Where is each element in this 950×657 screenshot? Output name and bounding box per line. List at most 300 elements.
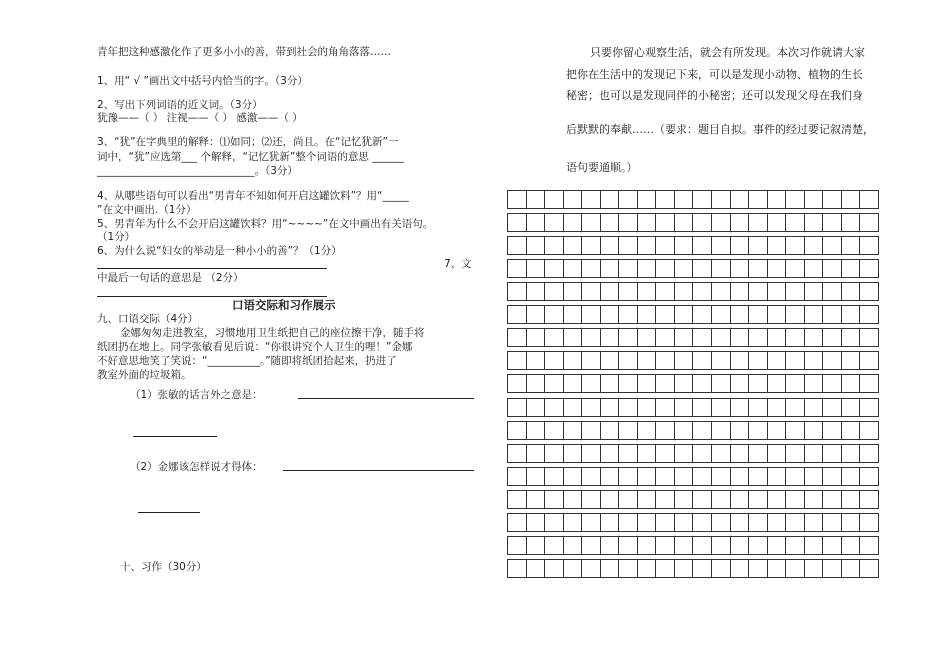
grid-cell[interactable] bbox=[582, 237, 601, 254]
grid-cell[interactable] bbox=[601, 375, 620, 392]
grid-cell[interactable] bbox=[749, 399, 768, 416]
grid-cell[interactable] bbox=[823, 260, 842, 277]
grid-cell[interactable] bbox=[508, 214, 527, 231]
grid-cell[interactable] bbox=[601, 491, 620, 508]
grid-cell[interactable] bbox=[805, 537, 824, 554]
grid-cell[interactable] bbox=[768, 214, 787, 231]
grid-cell[interactable] bbox=[675, 352, 694, 369]
grid-cell[interactable] bbox=[601, 468, 620, 485]
grid-cell[interactable] bbox=[582, 283, 601, 300]
grid-cell[interactable] bbox=[527, 283, 546, 300]
grid-cell[interactable] bbox=[675, 329, 694, 346]
grid-cell[interactable] bbox=[693, 445, 712, 462]
grid-cell[interactable] bbox=[564, 445, 583, 462]
grid-cell[interactable] bbox=[786, 491, 805, 508]
grid-cell[interactable] bbox=[638, 445, 657, 462]
grid-cell[interactable] bbox=[860, 468, 878, 485]
grid-cell[interactable] bbox=[805, 514, 824, 531]
grid-cell[interactable] bbox=[601, 283, 620, 300]
grid-cell[interactable] bbox=[805, 445, 824, 462]
grid-cell[interactable] bbox=[805, 283, 824, 300]
grid-cell[interactable] bbox=[693, 329, 712, 346]
grid-cell[interactable] bbox=[601, 537, 620, 554]
grid-cell[interactable] bbox=[619, 514, 638, 531]
grid-cell[interactable] bbox=[749, 237, 768, 254]
grid-cell[interactable] bbox=[619, 560, 638, 577]
grid-cell[interactable] bbox=[564, 399, 583, 416]
answer-line-s9-q1-a[interactable] bbox=[298, 398, 474, 399]
grid-cell[interactable] bbox=[675, 375, 694, 392]
grid-cell[interactable] bbox=[656, 537, 675, 554]
grid-cell[interactable] bbox=[860, 560, 878, 577]
grid-cell[interactable] bbox=[823, 352, 842, 369]
grid-cell[interactable] bbox=[805, 422, 824, 439]
grid-cell[interactable] bbox=[712, 329, 731, 346]
grid-cell[interactable] bbox=[731, 399, 750, 416]
grid-cell[interactable] bbox=[731, 422, 750, 439]
grid-cell[interactable] bbox=[638, 491, 657, 508]
grid-cell[interactable] bbox=[638, 191, 657, 208]
grid-cell[interactable] bbox=[619, 468, 638, 485]
grid-cell[interactable] bbox=[731, 191, 750, 208]
grid-cell[interactable] bbox=[582, 514, 601, 531]
grid-cell[interactable] bbox=[508, 491, 527, 508]
grid-cell[interactable] bbox=[527, 514, 546, 531]
grid-cell[interactable] bbox=[656, 191, 675, 208]
grid-cell[interactable] bbox=[712, 422, 731, 439]
grid-cell[interactable] bbox=[545, 352, 564, 369]
grid-cell[interactable] bbox=[749, 191, 768, 208]
grid-cell[interactable] bbox=[638, 352, 657, 369]
grid-cell[interactable] bbox=[675, 306, 694, 323]
grid-cell[interactable] bbox=[842, 399, 861, 416]
grid-cell[interactable] bbox=[731, 537, 750, 554]
grid-cell[interactable] bbox=[712, 352, 731, 369]
grid-cell[interactable] bbox=[564, 514, 583, 531]
grid-cell[interactable] bbox=[638, 560, 657, 577]
grid-cell[interactable] bbox=[842, 491, 861, 508]
grid-cell[interactable] bbox=[656, 375, 675, 392]
grid-cell[interactable] bbox=[564, 191, 583, 208]
grid-cell[interactable] bbox=[786, 283, 805, 300]
grid-cell[interactable] bbox=[731, 514, 750, 531]
grid-cell[interactable] bbox=[768, 514, 787, 531]
grid-cell[interactable] bbox=[860, 237, 878, 254]
grid-cell[interactable] bbox=[712, 214, 731, 231]
answer-line-q7[interactable] bbox=[97, 296, 327, 297]
grid-cell[interactable] bbox=[656, 422, 675, 439]
grid-cell[interactable] bbox=[712, 468, 731, 485]
grid-cell[interactable] bbox=[564, 260, 583, 277]
grid-cell[interactable] bbox=[545, 514, 564, 531]
grid-cell[interactable] bbox=[656, 260, 675, 277]
grid-cell[interactable] bbox=[712, 399, 731, 416]
grid-cell[interactable] bbox=[712, 491, 731, 508]
grid-cell[interactable] bbox=[786, 560, 805, 577]
grid-cell[interactable] bbox=[823, 422, 842, 439]
grid-cell[interactable] bbox=[693, 399, 712, 416]
grid-cell[interactable] bbox=[545, 375, 564, 392]
grid-cell[interactable] bbox=[842, 283, 861, 300]
grid-cell[interactable] bbox=[731, 375, 750, 392]
grid-row[interactable] bbox=[507, 305, 879, 324]
grid-cell[interactable] bbox=[768, 260, 787, 277]
grid-cell[interactable] bbox=[638, 237, 657, 254]
grid-cell[interactable] bbox=[712, 306, 731, 323]
grid-cell[interactable] bbox=[693, 283, 712, 300]
grid-cell[interactable] bbox=[823, 560, 842, 577]
grid-cell[interactable] bbox=[786, 191, 805, 208]
grid-cell[interactable] bbox=[693, 237, 712, 254]
grid-cell[interactable] bbox=[656, 283, 675, 300]
grid-cell[interactable] bbox=[619, 352, 638, 369]
grid-cell[interactable] bbox=[675, 237, 694, 254]
grid-cell[interactable] bbox=[582, 306, 601, 323]
grid-cell[interactable] bbox=[545, 237, 564, 254]
grid-cell[interactable] bbox=[823, 445, 842, 462]
grid-cell[interactable] bbox=[508, 375, 527, 392]
grid-cell[interactable] bbox=[601, 422, 620, 439]
grid-cell[interactable] bbox=[619, 445, 638, 462]
grid-cell[interactable] bbox=[805, 191, 824, 208]
grid-cell[interactable] bbox=[823, 491, 842, 508]
grid-cell[interactable] bbox=[768, 191, 787, 208]
grid-cell[interactable] bbox=[582, 191, 601, 208]
grid-cell[interactable] bbox=[601, 352, 620, 369]
grid-cell[interactable] bbox=[601, 445, 620, 462]
grid-cell[interactable] bbox=[527, 560, 546, 577]
grid-cell[interactable] bbox=[823, 375, 842, 392]
grid-cell[interactable] bbox=[693, 191, 712, 208]
grid-cell[interactable] bbox=[619, 491, 638, 508]
grid-cell[interactable] bbox=[545, 191, 564, 208]
grid-cell[interactable] bbox=[712, 514, 731, 531]
grid-cell[interactable] bbox=[601, 214, 620, 231]
grid-cell[interactable] bbox=[768, 352, 787, 369]
grid-cell[interactable] bbox=[860, 329, 878, 346]
grid-cell[interactable] bbox=[656, 399, 675, 416]
grid-cell[interactable] bbox=[545, 468, 564, 485]
grid-row[interactable] bbox=[507, 236, 879, 255]
grid-cell[interactable] bbox=[749, 306, 768, 323]
grid-cell[interactable] bbox=[656, 214, 675, 231]
grid-cell[interactable] bbox=[582, 399, 601, 416]
grid-cell[interactable] bbox=[749, 422, 768, 439]
grid-row[interactable] bbox=[507, 328, 879, 347]
grid-row[interactable] bbox=[507, 421, 879, 440]
grid-cell[interactable] bbox=[601, 514, 620, 531]
grid-cell[interactable] bbox=[564, 352, 583, 369]
grid-cell[interactable] bbox=[749, 491, 768, 508]
grid-cell[interactable] bbox=[786, 352, 805, 369]
grid-cell[interactable] bbox=[582, 445, 601, 462]
grid-cell[interactable] bbox=[564, 375, 583, 392]
grid-cell[interactable] bbox=[768, 237, 787, 254]
grid-cell[interactable] bbox=[842, 445, 861, 462]
grid-cell[interactable] bbox=[860, 514, 878, 531]
grid-cell[interactable] bbox=[656, 514, 675, 531]
grid-row[interactable] bbox=[507, 213, 879, 232]
grid-cell[interactable] bbox=[527, 445, 546, 462]
grid-row[interactable] bbox=[507, 536, 879, 555]
grid-cell[interactable] bbox=[638, 306, 657, 323]
grid-cell[interactable] bbox=[619, 422, 638, 439]
grid-cell[interactable] bbox=[656, 445, 675, 462]
grid-cell[interactable] bbox=[842, 191, 861, 208]
grid-cell[interactable] bbox=[564, 283, 583, 300]
grid-cell[interactable] bbox=[675, 537, 694, 554]
grid-cell[interactable] bbox=[638, 422, 657, 439]
grid-cell[interactable] bbox=[638, 214, 657, 231]
grid-cell[interactable] bbox=[601, 329, 620, 346]
grid-cell[interactable] bbox=[656, 237, 675, 254]
grid-cell[interactable] bbox=[768, 375, 787, 392]
grid-cell[interactable] bbox=[545, 491, 564, 508]
grid-cell[interactable] bbox=[749, 260, 768, 277]
grid-cell[interactable] bbox=[508, 560, 527, 577]
grid-cell[interactable] bbox=[731, 352, 750, 369]
grid-cell[interactable] bbox=[527, 329, 546, 346]
grid-cell[interactable] bbox=[693, 491, 712, 508]
grid-cell[interactable] bbox=[545, 260, 564, 277]
grid-cell[interactable] bbox=[508, 445, 527, 462]
grid-cell[interactable] bbox=[508, 237, 527, 254]
grid-cell[interactable] bbox=[712, 560, 731, 577]
grid-cell[interactable] bbox=[842, 352, 861, 369]
grid-cell[interactable] bbox=[860, 491, 878, 508]
grid-cell[interactable] bbox=[693, 375, 712, 392]
grid-cell[interactable] bbox=[749, 352, 768, 369]
grid-cell[interactable] bbox=[527, 375, 546, 392]
grid-cell[interactable] bbox=[527, 491, 546, 508]
grid-cell[interactable] bbox=[619, 260, 638, 277]
grid-cell[interactable] bbox=[860, 306, 878, 323]
grid-cell[interactable] bbox=[675, 399, 694, 416]
grid-cell[interactable] bbox=[693, 422, 712, 439]
grid-cell[interactable] bbox=[786, 399, 805, 416]
grid-cell[interactable] bbox=[601, 191, 620, 208]
grid-cell[interactable] bbox=[805, 352, 824, 369]
grid-row[interactable] bbox=[507, 559, 879, 578]
grid-cell[interactable] bbox=[693, 306, 712, 323]
grid-cell[interactable] bbox=[823, 468, 842, 485]
grid-cell[interactable] bbox=[638, 468, 657, 485]
grid-cell[interactable] bbox=[508, 260, 527, 277]
grid-cell[interactable] bbox=[786, 375, 805, 392]
grid-cell[interactable] bbox=[842, 260, 861, 277]
grid-row[interactable] bbox=[507, 374, 879, 393]
grid-cell[interactable] bbox=[564, 537, 583, 554]
grid-cell[interactable] bbox=[619, 237, 638, 254]
grid-cell[interactable] bbox=[508, 537, 527, 554]
grid-row[interactable] bbox=[507, 351, 879, 370]
grid-cell[interactable] bbox=[768, 306, 787, 323]
grid-cell[interactable] bbox=[527, 191, 546, 208]
grid-cell[interactable] bbox=[601, 560, 620, 577]
grid-cell[interactable] bbox=[712, 191, 731, 208]
grid-cell[interactable] bbox=[527, 422, 546, 439]
grid-cell[interactable] bbox=[749, 560, 768, 577]
grid-cell[interactable] bbox=[860, 422, 878, 439]
grid-cell[interactable] bbox=[564, 329, 583, 346]
grid-cell[interactable] bbox=[731, 283, 750, 300]
grid-cell[interactable] bbox=[675, 260, 694, 277]
grid-cell[interactable] bbox=[656, 352, 675, 369]
grid-cell[interactable] bbox=[619, 399, 638, 416]
grid-cell[interactable] bbox=[749, 537, 768, 554]
grid-cell[interactable] bbox=[805, 214, 824, 231]
grid-cell[interactable] bbox=[527, 214, 546, 231]
grid-cell[interactable] bbox=[675, 422, 694, 439]
grid-cell[interactable] bbox=[527, 468, 546, 485]
grid-cell[interactable] bbox=[545, 283, 564, 300]
grid-cell[interactable] bbox=[508, 399, 527, 416]
grid-cell[interactable] bbox=[564, 214, 583, 231]
grid-cell[interactable] bbox=[823, 237, 842, 254]
grid-cell[interactable] bbox=[749, 214, 768, 231]
grid-row[interactable] bbox=[507, 398, 879, 417]
grid-cell[interactable] bbox=[749, 375, 768, 392]
grid-cell[interactable] bbox=[638, 260, 657, 277]
grid-cell[interactable] bbox=[508, 514, 527, 531]
grid-cell[interactable] bbox=[508, 306, 527, 323]
answer-line-s9-q2-a[interactable] bbox=[283, 470, 474, 471]
grid-cell[interactable] bbox=[805, 560, 824, 577]
grid-cell[interactable] bbox=[545, 422, 564, 439]
grid-cell[interactable] bbox=[582, 329, 601, 346]
grid-cell[interactable] bbox=[675, 445, 694, 462]
grid-cell[interactable] bbox=[545, 399, 564, 416]
answer-line-s9-q2-b[interactable] bbox=[138, 512, 200, 513]
grid-cell[interactable] bbox=[564, 237, 583, 254]
grid-cell[interactable] bbox=[693, 260, 712, 277]
grid-cell[interactable] bbox=[823, 399, 842, 416]
grid-row[interactable] bbox=[507, 282, 879, 301]
grid-cell[interactable] bbox=[656, 491, 675, 508]
grid-cell[interactable] bbox=[582, 491, 601, 508]
grid-cell[interactable] bbox=[564, 468, 583, 485]
grid-cell[interactable] bbox=[564, 422, 583, 439]
grid-cell[interactable] bbox=[638, 514, 657, 531]
grid-cell[interactable] bbox=[619, 537, 638, 554]
grid-cell[interactable] bbox=[619, 306, 638, 323]
grid-cell[interactable] bbox=[508, 191, 527, 208]
grid-cell[interactable] bbox=[675, 214, 694, 231]
grid-cell[interactable] bbox=[693, 514, 712, 531]
grid-cell[interactable] bbox=[693, 214, 712, 231]
grid-cell[interactable] bbox=[860, 214, 878, 231]
grid-cell[interactable] bbox=[805, 306, 824, 323]
grid-cell[interactable] bbox=[860, 537, 878, 554]
grid-row[interactable] bbox=[507, 190, 879, 209]
grid-cell[interactable] bbox=[601, 399, 620, 416]
grid-cell[interactable] bbox=[768, 537, 787, 554]
grid-cell[interactable] bbox=[842, 560, 861, 577]
grid-cell[interactable] bbox=[768, 468, 787, 485]
grid-cell[interactable] bbox=[638, 329, 657, 346]
grid-cell[interactable] bbox=[656, 306, 675, 323]
grid-cell[interactable] bbox=[823, 514, 842, 531]
grid-cell[interactable] bbox=[638, 399, 657, 416]
grid-row[interactable] bbox=[507, 444, 879, 463]
grid-cell[interactable] bbox=[675, 514, 694, 531]
grid-cell[interactable] bbox=[786, 537, 805, 554]
grid-cell[interactable] bbox=[749, 514, 768, 531]
grid-cell[interactable] bbox=[768, 399, 787, 416]
grid-cell[interactable] bbox=[601, 306, 620, 323]
grid-cell[interactable] bbox=[675, 491, 694, 508]
grid-cell[interactable] bbox=[712, 375, 731, 392]
grid-cell[interactable] bbox=[823, 283, 842, 300]
grid-row[interactable] bbox=[507, 259, 879, 278]
grid-cell[interactable] bbox=[805, 260, 824, 277]
grid-cell[interactable] bbox=[842, 468, 861, 485]
grid-cell[interactable] bbox=[545, 329, 564, 346]
grid-cell[interactable] bbox=[731, 491, 750, 508]
grid-cell[interactable] bbox=[712, 237, 731, 254]
grid-cell[interactable] bbox=[768, 491, 787, 508]
grid-cell[interactable] bbox=[842, 214, 861, 231]
grid-cell[interactable] bbox=[527, 306, 546, 323]
grid-cell[interactable] bbox=[656, 560, 675, 577]
grid-cell[interactable] bbox=[582, 260, 601, 277]
grid-cell[interactable] bbox=[508, 422, 527, 439]
grid-row[interactable] bbox=[507, 513, 879, 532]
grid-cell[interactable] bbox=[731, 214, 750, 231]
grid-cell[interactable] bbox=[768, 422, 787, 439]
grid-cell[interactable] bbox=[619, 214, 638, 231]
grid-cell[interactable] bbox=[731, 306, 750, 323]
grid-cell[interactable] bbox=[823, 537, 842, 554]
grid-cell[interactable] bbox=[860, 191, 878, 208]
grid-cell[interactable] bbox=[508, 283, 527, 300]
grid-cell[interactable] bbox=[712, 445, 731, 462]
grid-cell[interactable] bbox=[675, 283, 694, 300]
grid-cell[interactable] bbox=[731, 260, 750, 277]
grid-cell[interactable] bbox=[749, 445, 768, 462]
grid-cell[interactable] bbox=[545, 537, 564, 554]
grid-cell[interactable] bbox=[582, 422, 601, 439]
grid-cell[interactable] bbox=[823, 306, 842, 323]
grid-cell[interactable] bbox=[842, 537, 861, 554]
grid-cell[interactable] bbox=[545, 560, 564, 577]
grid-cell[interactable] bbox=[582, 468, 601, 485]
grid-cell[interactable] bbox=[731, 445, 750, 462]
grid-cell[interactable] bbox=[693, 560, 712, 577]
grid-cell[interactable] bbox=[786, 468, 805, 485]
grid-cell[interactable] bbox=[601, 260, 620, 277]
grid-cell[interactable] bbox=[582, 352, 601, 369]
grid-cell[interactable] bbox=[564, 491, 583, 508]
grid-cell[interactable] bbox=[786, 422, 805, 439]
grid-cell[interactable] bbox=[842, 514, 861, 531]
grid-cell[interactable] bbox=[731, 468, 750, 485]
grid-cell[interactable] bbox=[527, 537, 546, 554]
grid-cell[interactable] bbox=[527, 399, 546, 416]
grid-cell[interactable] bbox=[860, 445, 878, 462]
grid-cell[interactable] bbox=[619, 375, 638, 392]
grid-cell[interactable] bbox=[675, 191, 694, 208]
grid-cell[interactable] bbox=[805, 468, 824, 485]
grid-cell[interactable] bbox=[638, 375, 657, 392]
grid-row[interactable] bbox=[507, 490, 879, 509]
grid-cell[interactable] bbox=[823, 214, 842, 231]
grid-cell[interactable] bbox=[601, 237, 620, 254]
grid-cell[interactable] bbox=[768, 560, 787, 577]
grid-row[interactable] bbox=[507, 467, 879, 486]
grid-cell[interactable] bbox=[805, 399, 824, 416]
grid-cell[interactable] bbox=[768, 445, 787, 462]
